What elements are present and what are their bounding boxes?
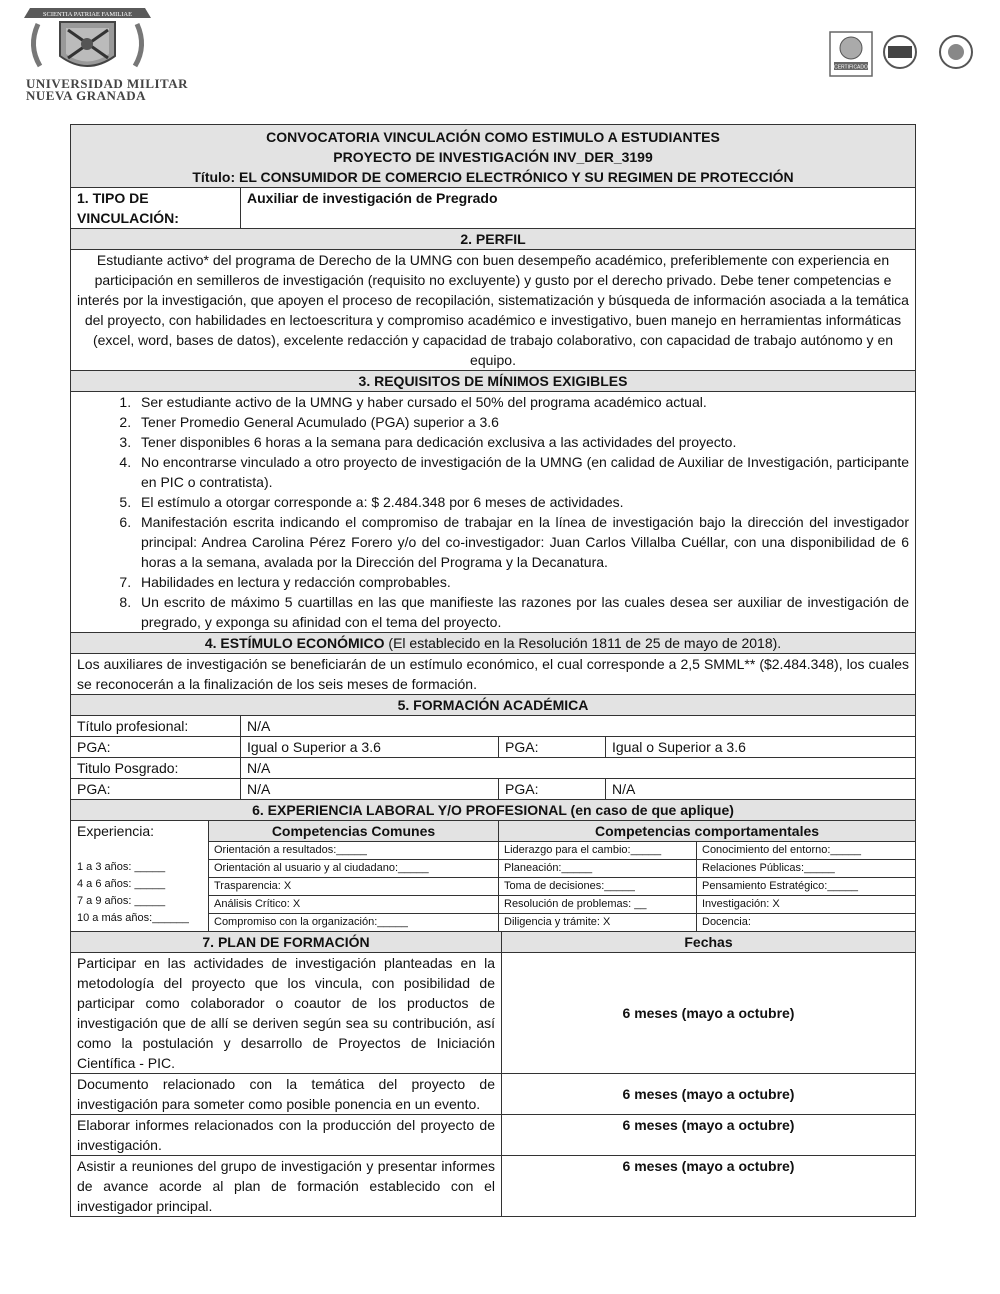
- list-item: 2. Tener Promedio General Acumulado (PGA) superior a 3.6: [135, 412, 909, 432]
- competencia-item: Diligencia y trámite: X: [499, 914, 697, 932]
- pga-value: Igual o Superior a 3.6: [241, 737, 499, 758]
- plan-activity: Documento relacionado con la temática del proyecto de investigación para someter como posible ponencia en un evento.: [71, 1074, 502, 1115]
- list-item: 6. Manifestación escrita indicando el compromiso de trabajar en la línea de investigación bajo la dirección del investigador principal: Andrea Carolina Pérez Forero y/o del co-investigador: Juan Carlos Villalba Cuéllar, con una disponibilidad de 6 horas a la semana, avalada por la Dirección del Programa y la Decanatura.: [135, 512, 909, 572]
- competencias-comportamentales-heading: Competencias comportamentales: [499, 821, 916, 842]
- estimulo-text: Los auxiliares de investigación se beneficiarán de un estímulo económico, el cual corresponde a 2,5 SMML** ($2.484.348), los cuales se reconocerán a la finalización de los seis meses de formación.: [71, 654, 916, 695]
- section-perfil-heading: 2. PERFIL: [71, 229, 916, 250]
- section-plan-heading: 7. PLAN DE FORMACIÓN: [71, 932, 502, 953]
- tipo-vinculacion-value: Auxiliar de investigación de Pregrado: [241, 188, 916, 229]
- competencia-item: Planeación:_____: [499, 860, 697, 878]
- competencia-item: Orientación al usuario y al ciudadano:_____: [209, 860, 499, 878]
- pga-label: PGA:: [71, 737, 241, 758]
- competencia-item: Conocimiento del entorno:_____: [697, 842, 916, 860]
- experiencia-label: Experiencia:: [77, 823, 155, 839]
- convocatoria-form: [70, 124, 916, 1217]
- pga-label: PGA:: [499, 779, 606, 800]
- pga-value: N/A: [241, 779, 499, 800]
- experiencia-range: 4 a 6 años: _____: [77, 878, 166, 890]
- list-item: 7. Habilidades en lectura y redacción comprobables.: [135, 572, 909, 592]
- competencia-item: Orientación a resultados:_____: [209, 842, 499, 860]
- section-formacion-heading: 5. FORMACIÓN ACADÉMICA: [71, 695, 916, 716]
- competencia-item: Docencia:: [697, 914, 916, 932]
- list-item: 8. Un escrito de máximo 5 cuartillas en las que manifieste las razones por las cuales desea ser auxiliar de investigación de pregrado, y exponga su afinidad con el tema del proyecto.: [135, 592, 909, 632]
- pga-label: PGA:: [499, 737, 606, 758]
- competencia-item: Análisis Crítico: X: [209, 896, 499, 914]
- competencia-item: Liderazgo para el cambio:_____: [499, 842, 697, 860]
- svg-text:SCIENTIA PATRIAE FAMILIAE: SCIENTIA PATRIAE FAMILIAE: [42, 11, 133, 18]
- experiencia-ranges: [71, 821, 209, 932]
- tipo-vinculacion-label: 1. TIPO DE VINCULACIÓN:: [71, 188, 241, 229]
- list-item: 5. El estímulo a otorgar corresponde a: $ 2.484.348 por 6 meses de actividades.: [135, 492, 909, 512]
- requisitos-list: [71, 392, 916, 633]
- plan-date: 6 meses (mayo a octubre): [502, 1074, 916, 1115]
- list-item: 1. Ser estudiante activo de la UMNG y haber cursado el 50% del programa académico actual.: [135, 392, 909, 412]
- competencia-item: Compromiso con la organización:_____: [209, 914, 499, 932]
- plan-activity: Asistir a reuniones del grupo de investigación y presentar informes de avance acorde al plan de formación establecido con el investigador principal.: [71, 1156, 502, 1217]
- section-estimulo-heading: 4. ESTÍMULO ECONÓMICO (El establecido en la Resolución 1811 de 25 de mayo de 2018).: [71, 633, 916, 654]
- fechas-heading: Fechas: [502, 932, 916, 953]
- plan-date: 6 meses (mayo a octubre): [502, 953, 916, 1074]
- experiencia-range: 7 a 9 años: _____: [77, 895, 166, 907]
- plan-activity: Participar en las actividades de investigación planteadas en la metodología del proyecto que los vincula, con posibilidad de participar como colaborador o coautor de los productos de investigación que de allí se deriven según sea su contribución, así como la postulación y desarrollo de Proyectos de Iniciación Científica - PIC.: [71, 953, 502, 1074]
- titulo-posgrado-value: N/A: [241, 758, 916, 779]
- plan-activity: Elaborar informes relacionados con la producción del proyecto de investigación.: [71, 1115, 502, 1156]
- experiencia-range: 10 a más años:______: [77, 912, 189, 924]
- competencia-item: Investigación: X: [697, 896, 916, 914]
- certification-logos: [828, 30, 983, 78]
- pga-label: PGA:: [71, 779, 241, 800]
- section-requisitos-heading: 3. REQUISITOS DE MÍNIMOS EXIGIBLES: [71, 371, 916, 392]
- titulo-profesional-value: N/A: [241, 716, 916, 737]
- competencias-comunes-heading: Competencias Comunes: [209, 821, 499, 842]
- perfil-text: Estudiante activo* del programa de Derecho de la UMNG con buen desempeño académico, preferiblemente con experiencia en participación en semilleros de investigación (requisito no excluyente) y gusto por el derecho privado. Debe tener competencias e interés por la investigación, que apoyen el proceso de recopilación, sistematización y búsqueda de información asociada a la temática del proyecto, con habilidades en lectoescritura y compromiso académico e investigativo, buen manejo en herramientas informáticas (excel, word, bases de datos), excelente redacción y capacidad de trabajo colaborativo, con capacidad de trabajo autónomo y en equipo.: [71, 250, 916, 371]
- competencia-item: Relaciones Públicas:_____: [697, 860, 916, 878]
- plan-date: 6 meses (mayo a octubre): [502, 1156, 916, 1217]
- competencia-item: Resolución de problemas: __: [499, 896, 697, 914]
- competencia-item: Trasparencia: X: [209, 878, 499, 896]
- titulo-posgrado-label: Titulo Posgrado:: [71, 758, 241, 779]
- document-title: CONVOCATORIA VINCULACIÓN COMO ESTIMULO A ESTUDIANTES PROYECTO DE INVESTIGACIÓN INV_DER_3199 Título: EL CONSUMIDOR DE COMERCIO ELECTRÓNICO Y SU REGIMEN DE PROTECCIÓN: [71, 125, 916, 188]
- competencia-item: Toma de decisiones:_____: [499, 878, 697, 896]
- list-item: 4. No encontrarse vinculado a otro proyecto de investigación de la UMNG (en calidad de Auxiliar de Investigación, participante en PIC o contratista).: [135, 452, 909, 492]
- university-name: UNIVERSIDAD MILITAR NUEVA GRANADA: [26, 76, 189, 103]
- list-item: 3. Tener disponibles 6 horas a la semana para dedicación exclusiva a las actividades del proyecto.: [135, 432, 909, 452]
- section-experiencia-heading: 6. EXPERIENCIA LABORAL Y/O PROFESIONAL (en caso de que aplique): [71, 800, 916, 821]
- svg-text:CERTIFICADO: CERTIFICADO: [834, 64, 868, 71]
- experiencia-range: 1 a 3 años: _____: [77, 861, 166, 873]
- pga-value: N/A: [606, 779, 916, 800]
- competencia-item: Pensamiento Estratégico:_____: [697, 878, 916, 896]
- titulo-profesional-label: Título profesional:: [71, 716, 241, 737]
- pga-value: Igual o Superior a 3.6: [606, 737, 916, 758]
- plan-date: 6 meses (mayo a octubre): [502, 1115, 916, 1156]
